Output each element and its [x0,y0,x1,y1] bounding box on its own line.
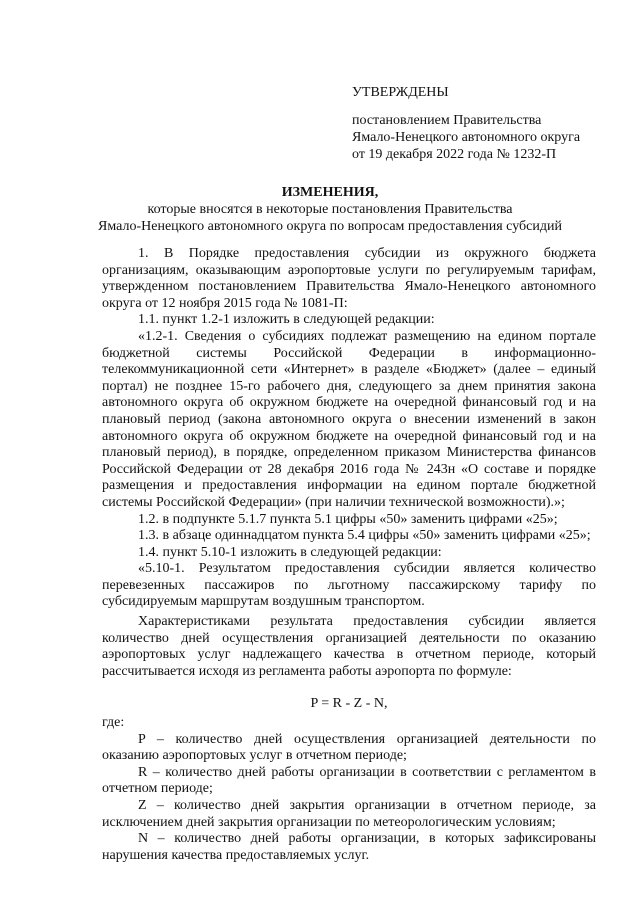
paragraph-1-2-1-text: «1.2-1. Сведения о субсидиях подлежат размещению на едином портале бюджетной системы Российской Федерации в информационно-телекоммуникационной сети «Интернет» в разделе «Бюджет» (далее – единый портал) не позднее 15-го рабочего дня, следующего за днем принятия закона автономного округа об окружном бюджете на очередной финансовый год и на плановый период (закона автономного округа о внесении изменений в закон автономного округа об окружном бюджете на очередной финансовый год и на плановый период), в порядке, определенном приказом Министерства финансов Российской Федерации от 28 декабря 2016 года № 243н «О составе и порядке размещения и предоставления информации на едином портале бюджетной системы Российской Федерации» (при наличии технической возможности).»; [102,328,596,510]
approval-line: от 19 декабря 2022 года № 1232-П [352,147,557,162]
paragraph-5-10-1-text: «5.10-1. Результатом предоставления субсидии является количество перевезенных пассажиров по льготному пассажирскому тарифу по субсидируемым маршрутам воздушным транспортом. [102,561,596,610]
paragraph-1: 1. В Порядке предоставления субсидии из окружного бюджета организациям, оказывающим аэропортовые услуги по регулируемым тарифам, утвержденном постановлением Правительства Ямало-Ненецкого автономного округа от 12 ноября 2015 года № 1081-П: [102,246,596,311]
approval-stamp: УТВЕРЖДЕНЫ [352,85,449,100]
approval-line: постановлением Правительства [352,113,542,128]
definition-z: Z – количество дней закрытия организации в отчетном периоде, за исключением дней закрытия организации по метеорологическим условиям; [102,798,596,830]
approval-block [352,84,612,163]
document-heading [60,184,600,235]
paragraph-1-1: 1.1. пункт 1.2-1 изложить в следующей редакции: [138,312,435,328]
paragraph-1-3: 1.3. в абзаце одиннадцатом пункта 5.4 цифры «50» заменить цифрами «25»; [138,528,591,544]
definition-r: R – количество дней работы организации в соответствии с регламентом в отчетном периоде; [102,764,596,797]
formula-where-label: где: [102,715,125,731]
paragraph-characteristics: Характеристиками результата предоставления субсидии является количество дней осуществления организацией деятельности по оказанию аэропортовых услуг надлежащего качества в отчетном периоде, который рассчитывается исходя из регламента работы аэропорта по формуле: [102,614,596,679]
document-title: ИЗМЕНЕНИЯ, [281,185,379,200]
definition-p: P – количество дней осуществления организацией деятельности по оказанию аэропортовых услуг в отчетном периоде; [102,731,596,764]
paragraph-1-2: 1.2. в подпункте 5.1.7 пункта 5.1 цифры «50» заменить цифрами «25»; [138,511,558,527]
paragraph-1-4: 1.4. пункт 5.10-1 изложить в следующей редакции: [138,544,442,560]
document-subtitle: Ямало-Ненецкого автономного округа по вопросам предоставления субсидий [98,219,562,234]
formula: P = R - Z - N, [310,696,388,712]
document-subtitle: которые вносятся в некоторые постановления Правительства [147,202,513,217]
definition-n: N – количество дней работы организации, в которых зафиксированы нарушения качества предоставляемых услуг. [102,831,596,863]
document-body [102,246,596,864]
approval-line: Ямало-Ненецкого автономного округа [352,130,581,145]
